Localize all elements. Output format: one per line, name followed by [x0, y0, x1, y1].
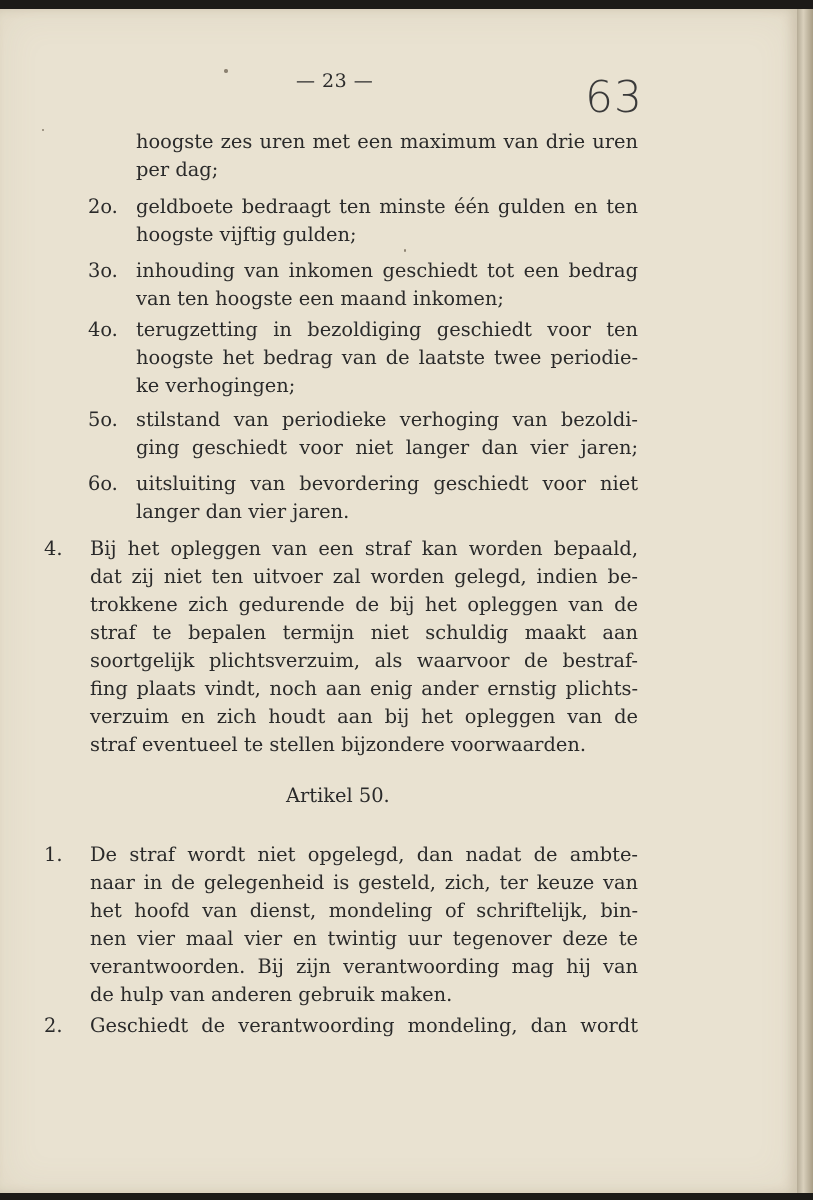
paragraph-4-line-3: trokkene zich gedurende de bij het opleggen van de — [90, 593, 638, 616]
item-1-line-1: hoogste zes uren met een maximum van drie uren — [136, 130, 638, 153]
paragraph-2-number: 2. — [44, 1014, 63, 1037]
paper-speck — [42, 129, 44, 131]
paragraph-4-line-4: straf te bepalen termijn niet schuldig maakt aan — [90, 621, 638, 644]
item-3-number: 3o. — [88, 259, 118, 282]
item-5-number: 5o. — [88, 408, 118, 431]
paper-speck — [224, 69, 228, 73]
paragraph-1-line-1: De straf wordt niet opgelegd, dan nadat de ambte- — [90, 843, 638, 866]
paragraph-1-line-4: nen vier maal vier en twintig uur tegenover deze te — [90, 927, 638, 950]
article-heading: Artikel 50. — [286, 784, 390, 807]
item-3-line-1: inhouding van inkomen geschiedt tot een bedrag — [136, 259, 638, 282]
paragraph-2-line-1: Geschiedt de verantwoording mondeling, dan wordt — [90, 1014, 638, 1037]
page-edge — [797, 9, 813, 1193]
paragraph-1-number: 1. — [44, 843, 63, 866]
paragraph-4-line-2: dat zij niet ten uitvoer zal worden gelegd, indien be- — [90, 565, 638, 588]
paragraph-1-line-5: verantwoorden. Bij zijn verantwoording mag hij van — [90, 955, 638, 978]
paragraph-4-number: 4. — [44, 537, 63, 560]
paragraph-1-line-3: het hoofd van dienst, mondeling of schriftelijk, bin- — [90, 899, 638, 922]
paper-speck — [404, 249, 406, 252]
item-2-line-2: hoogste vijftig gulden; — [136, 223, 357, 246]
item-6-number: 6o. — [88, 472, 118, 495]
item-4-line-1: terugzetting in bezoldiging geschiedt voor ten — [136, 318, 638, 341]
paragraph-1-line-2: naar in de gelegenheid is gesteld, zich, ter keuze van — [90, 871, 638, 894]
item-5-line-2: ging geschiedt voor niet langer dan vier jaren; — [136, 436, 638, 459]
item-6-line-1: uitsluiting van bevordering geschiedt voor niet — [136, 472, 638, 495]
item-3-line-2: van ten hoogste een maand inkomen; — [136, 287, 504, 310]
item-2-line-1: geldboete bedraagt ten minste één gulden en ten — [136, 195, 638, 218]
paragraph-4-line-8: straf eventueel te stellen bijzondere voorwaarden. — [90, 733, 586, 756]
paragraph-4-line-5: soortgelijk plichtsverzuim, als waarvoor de bestraf- — [90, 649, 638, 672]
handwritten-folio-number: 63 — [585, 72, 643, 123]
paragraph-4-line-7: verzuim en zich houdt aan bij het opleggen van de — [90, 705, 638, 728]
item-4-number: 4o. — [88, 318, 118, 341]
item-1-line-2: per dag; — [136, 158, 219, 181]
item-5-line-1: stilstand van periodieke verhoging van bezoldi- — [136, 408, 638, 431]
item-4-line-2: hoogste het bedrag van de laatste twee periodie- — [136, 346, 638, 369]
paragraph-4-line-6: fing plaats vindt, noch aan enig ander ernstig plichts- — [90, 677, 638, 700]
paragraph-1-line-6: de hulp van anderen gebruik maken. — [90, 983, 453, 1006]
paragraph-4-line-1: Bij het opleggen van een straf kan worden bepaald, — [90, 537, 638, 560]
page-number: — 23 — — [296, 70, 374, 92]
item-6-line-2: langer dan vier jaren. — [136, 500, 350, 523]
item-4-line-3: ke verhogingen; — [136, 374, 296, 397]
item-2-number: 2o. — [88, 195, 118, 218]
